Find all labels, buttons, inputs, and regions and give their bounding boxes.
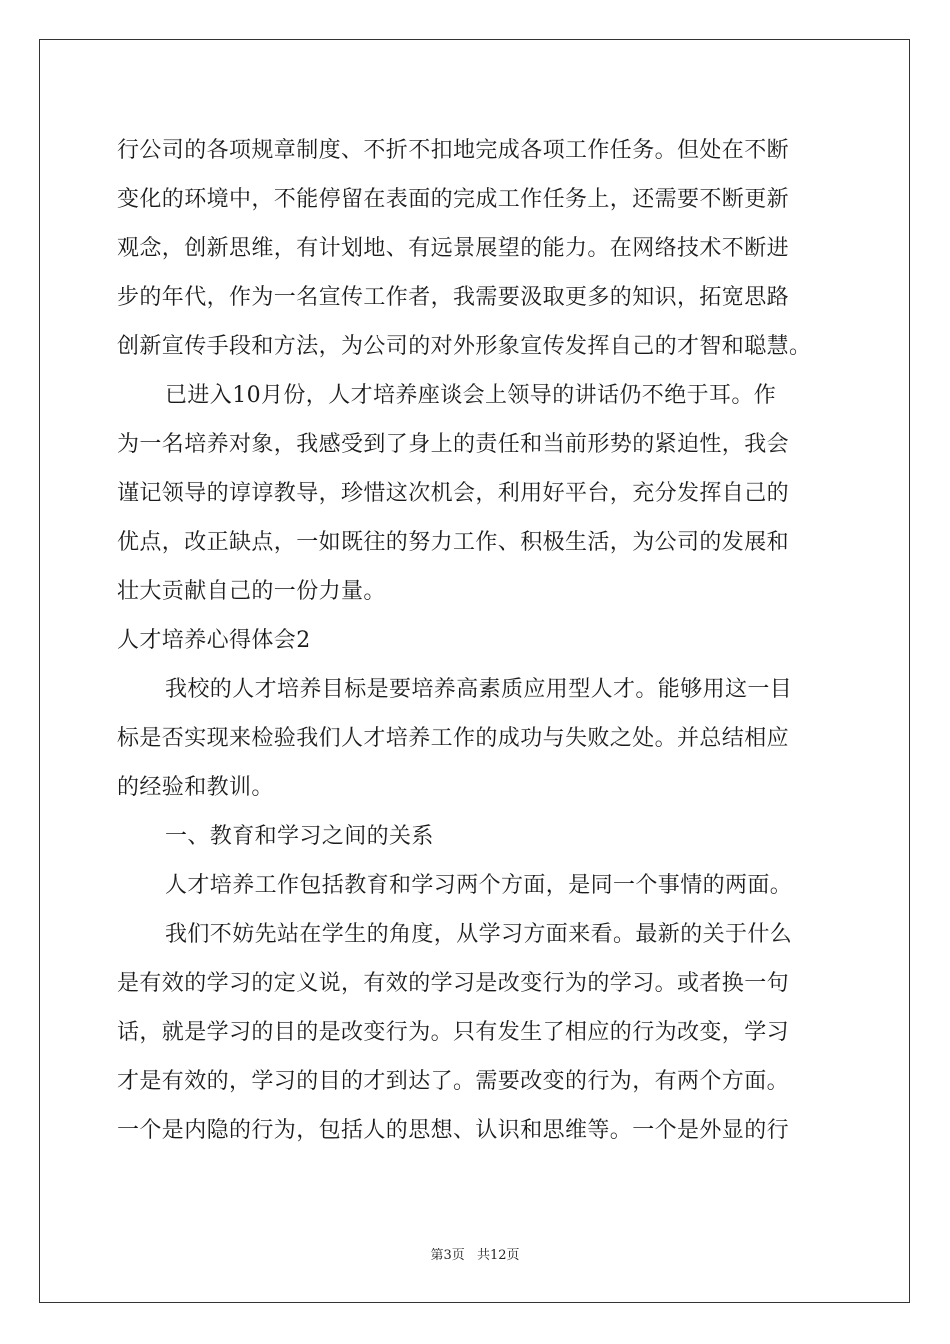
text-line: 步的年代，作为一名宣传工作者，我需要汲取更多的知识，拓宽思路: [117, 285, 790, 310]
text-line: 壮大贡献自己的一份力量。: [117, 579, 386, 604]
text-line: 是有效的学习的定义说，有效的学习是改变行为的学习。或者换一句: [117, 971, 790, 996]
text-line: 一、教育和学习之间的关系: [165, 824, 434, 849]
text-line: 为一名培养对象，我感受到了身上的责任和当前形势的紧迫性，我会: [117, 432, 790, 457]
text-line: 的经验和教训。: [117, 775, 274, 800]
text-line: 变化的环境中，不能停留在表面的完成工作任务上，还需要不断更新: [117, 187, 790, 212]
text-line: 我校的人才培养目标是要培养高素质应用型人才。能够用这一目: [165, 677, 793, 702]
page-number: 第3页: [430, 1248, 465, 1263]
text-line: 人才培养工作包括教育和学习两个方面，是同一个事情的两面。: [165, 873, 793, 898]
text-line: 才是有效的，学习的目的才到达了。需要改变的行为，有两个方面。: [117, 1069, 790, 1094]
page-total: 共12页: [476, 1248, 520, 1263]
text-line: 我们不妨先站在学生的角度，从学习方面来看。最新的关于什么: [165, 922, 793, 947]
text-line: 已进入10月份，人才培养座谈会上领导的讲话仍不绝于耳。作: [165, 383, 777, 408]
text-line: 行公司的各项规章制度、不折不扣地完成各项工作任务。但处在不断: [117, 138, 790, 163]
text-line: 标是否实现来检验我们人才培养工作的成功与失败之处。并总结相应: [117, 726, 790, 751]
text-line: 人才培养心得体会2: [117, 628, 311, 653]
text-line: 话，就是学习的目的是改变行为。只有发生了相应的行为改变，学习: [117, 1020, 790, 1045]
text-line: 一个是内隐的行为，包括人的思想、认识和思维等。一个是外显的行: [117, 1118, 790, 1143]
text-line: 创新宣传手段和方法，为公司的对外形象宣传发挥自己的才智和聪慧。: [117, 334, 812, 359]
text-line: 谨记领导的谆谆教导，珍惜这次机会，利用好平台，充分发挥自己的: [117, 481, 790, 506]
document-body: [117, 126, 833, 1155]
text-line: 观念，创新思维，有计划地、有远景展望的能力。在网络技术不断进: [117, 236, 790, 261]
text-line: 优点，改正缺点，一如既往的努力工作、积极生活，为公司的发展和: [117, 530, 790, 555]
page-footer: [0, 1244, 950, 1263]
